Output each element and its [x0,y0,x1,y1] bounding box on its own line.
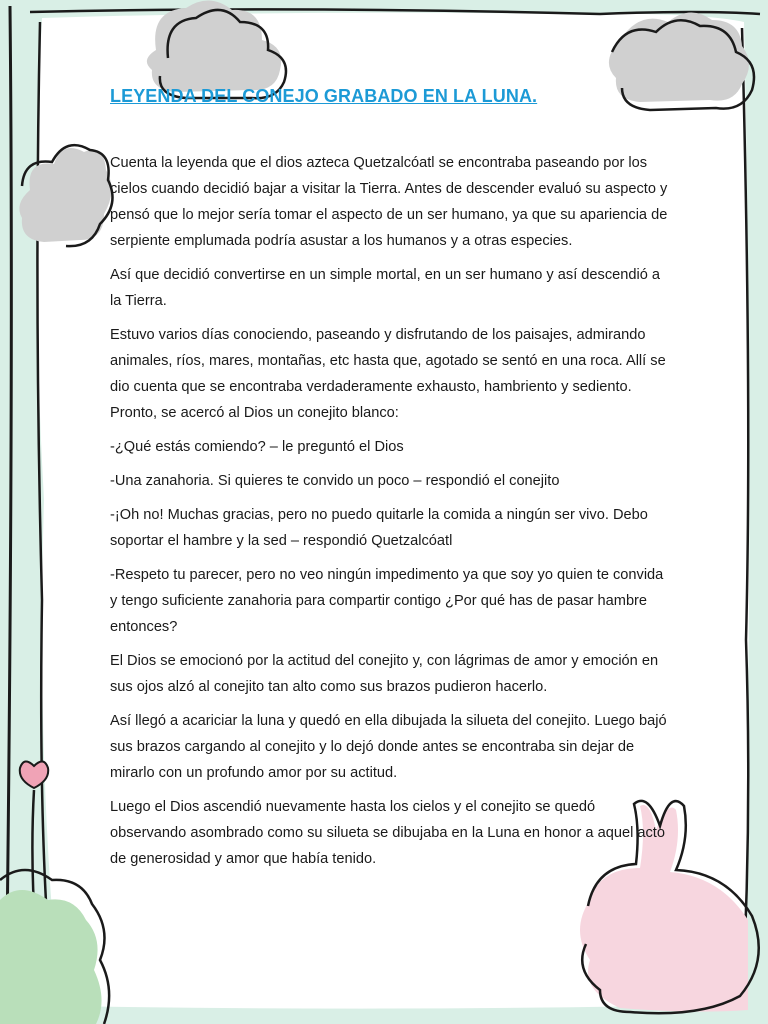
paragraph: -¿Qué estás comiendo? – le preguntó el Dios [110,439,404,455]
paragraph: -¡Oh no! Muchas gracias, pero no puedo quitarle la comida a ningún ser vivo. Debo soportar el hambre y la sed – respondió Quetzalcóatl [110,507,648,549]
paragraph: Así llegó a acariciar la luna y quedó en ella dibujada la silueta del conejito. Luego bajó sus brazos cargando al conejito y lo dejó donde antes se encontraba sin dejar de mirarlo con un profundo amor por su actitud. [110,713,667,781]
paragraph: Así que decidió convertirse en un simple mortal, en un ser humano y así descendió a la Tierra. [110,267,661,309]
paragraph: -Una zanahoria. Si quieres te convido un poco – respondió el conejito [110,473,560,489]
paragraph: El Dios se emocionó por la actitud del conejito y, con lágrimas de amor y emoción en sus ojos alzó al conejito tan alto como sus brazos pudieron hacerlo. [110,653,659,695]
page-title: LEYENDA DEL CONEJO GRABADO EN LA LUNA. [110,86,538,106]
paragraph: Estuvo varios días conociendo, paseando y disfrutando de los paisajes, admirando animales, ríos, mares, montañas, etc hasta que, agotado se sentó en una roca. Allí se dio cuenta que se encontraba verdaderamente exhausto, hambriento y sediento. Pronto, se acercó al Dios un conejito blanco: [110,327,666,421]
paragraph: -Respeto tu parecer, pero no veo ningún impedimento ya que soy yo quien te convida y tengo suficiente zanahoria para compartir contigo ¿Por qué has de pasar hambre entonces? [110,567,664,635]
paragraph: Cuenta la leyenda que el dios azteca Quetzalcóatl se encontraba paseando por los cielos cuando decidió bajar a visitar la Tierra. Antes de descender evaluó su aspecto y pensó que lo mejor sería tomar el aspecto de un ser humano, ya que su apariencia de serpiente emplumada podría asustar a los humanos y a otras especies. [110,155,668,249]
story-text [110,150,670,880]
paragraph: Luego el Dios ascendió nuevamente hasta los cielos y el conejito se quedó observando asombrado como su silueta se dibujaba en la Luna en honor a aquel acto de generosidad y amor que había tenido. [110,799,665,867]
